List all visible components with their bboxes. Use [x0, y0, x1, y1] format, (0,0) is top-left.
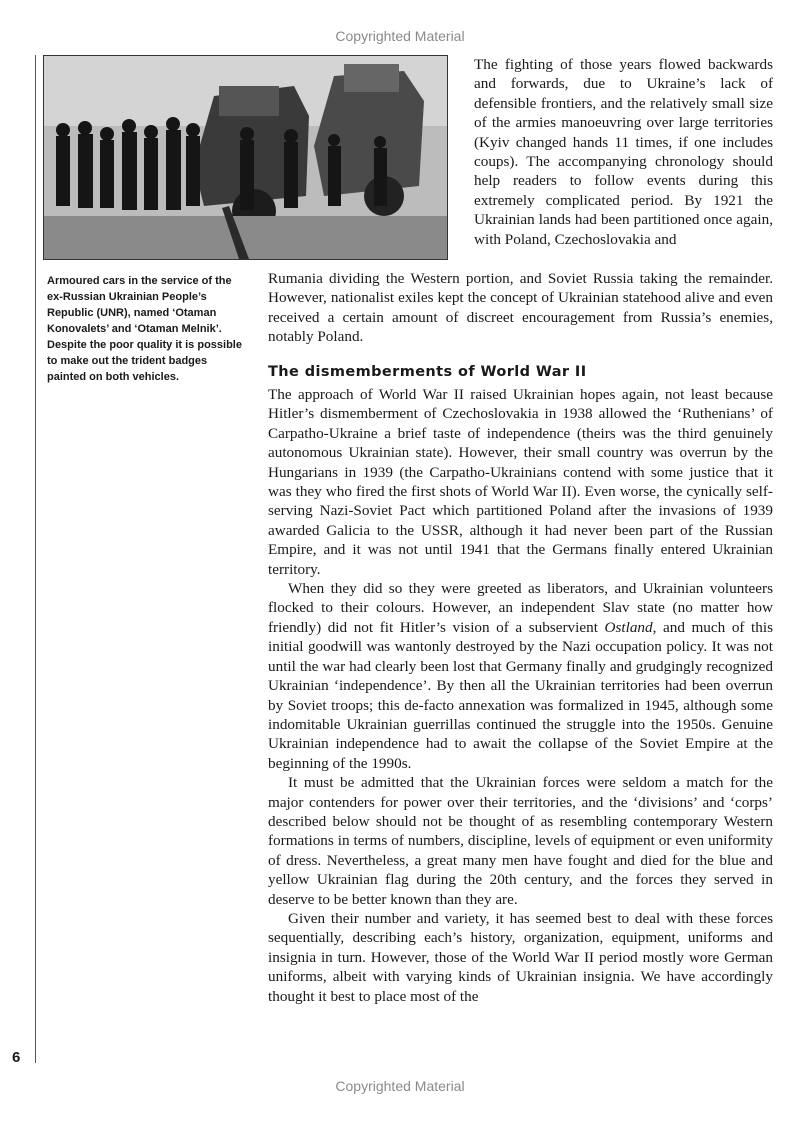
main-text-column — [268, 385, 773, 1006]
paragraph-fighting-continued: Rumania dividing the Western portion, and Soviet Russia taking the remainder. However, nationalist exiles kept the concept of Ukrainian statehood alive and even received a certain amount of discreet encouragement from Russia’s enemies, notably Poland. — [268, 270, 773, 346]
paragraph-number-and-variety: Given their number and variety, it has seemed best to deal with these forces sequentially, describing each’s history, organization, equipment, uniforms and insignia in turn. However, those of the World War II period mostly wore German uniforms, albeit with varying kinds of Ukrainian insignia. We have accordingly thought it best to place most of the — [268, 909, 773, 1005]
paragraph-liberators-part-2: , and much of this initial goodwill was wantonly destroyed by the Nazi occupation policy. It was not until the war had clearly been lost that Germany finally and grudgingly recognized Ukrainian ‘independence’. By then all the Ukrainian territories had been overrun by Soviet troops; this de-facto annexation was formalized in 1945, although some indomitable Ukrainian guerrillas continued the struggle into the 1950s. Genuine Ukrainian independence had to await the collapse of the Soviet Empire at the beginning of the 1990s. — [268, 618, 773, 772]
paragraph-approach-of-war: The approach of World War II raised Ukrainian hopes again, not least because Hitler’s dismemberment of Czechoslovakia in 1938 allowed the ‘Ruthenians’ of Carpatho-Ukraine a brief taste of independence (theirs was the third genuinely autonomous Ukrainian state). However, their small country was overrun by the Hungarians in 1939 (the Carpatho-Ukrainians contend with some justice that it was they who fired the first shots of World War II). Even worse, the cynically self-serving Nazi-Soviet Pact which partitioned Poland after the invasions of 1939 awarded Galicia to the USSR, although it had never been part of the Russian Empire, and it was not until 1941 that the Germans finally entered Ukrainian territory. — [268, 386, 773, 578]
paragraph-liberators-part-1: When they did so they were greeted as liberators, and Ukrainian volunteers flocked to their colours. However, an independent Slav state (no matter how friendly) did not fit Hitler’s vision of a subservient — [268, 580, 773, 636]
copyright-watermark-top: Copyrighted Material — [335, 28, 465, 44]
copyright-watermark-bottom: Copyrighted Material — [335, 1078, 465, 1094]
armoured-cars-photo — [43, 55, 448, 260]
paragraph-liberators — [268, 579, 773, 773]
ostland-italic: Ostland — [604, 618, 653, 636]
figure-caption: Armoured cars in the service of the ex-Russian Ukrainian People’s Republic (UNR), named ‘Otaman Konovalets’ and ‘Otaman Melnik’. Despite the poor quality it is possible to make out the trident badges painted on both vehicles. — [47, 275, 242, 383]
paragraph-ukrainian-forces: It must be admitted that the Ukrainian forces were seldom a match for the major contenders for power over their territories, and the ‘divisions’ and ‘corps’ described below should not be thought of as resembling contemporary Western formations in terms of numbers, discipline, levels of equipment or even uniformity of dress. Nevertheless, a great many men have fought and died for the blue and yellow Ukrainian flag during the 20th century, and the forces they served in deserve to be better known than they are. — [268, 774, 773, 908]
margin-rule — [35, 55, 36, 1063]
page-number: 6 — [12, 1049, 21, 1066]
paragraph-fighting-top: The fighting of those years flowed backwards and forwards, due to Ukraine’s lack of defensible frontiers, and the relatively small size of the armies manoeuvring over large territories (Kyiv changed hands 11 times, if one includes coups). The accompanying chronology should help readers to follow events during this extremely complicated period. By 1921 the Ukrainian lands had been partitioned once again, with Poland, Czechoslovakia and — [474, 56, 773, 248]
section-heading: The dismemberments of World War II — [268, 364, 587, 380]
